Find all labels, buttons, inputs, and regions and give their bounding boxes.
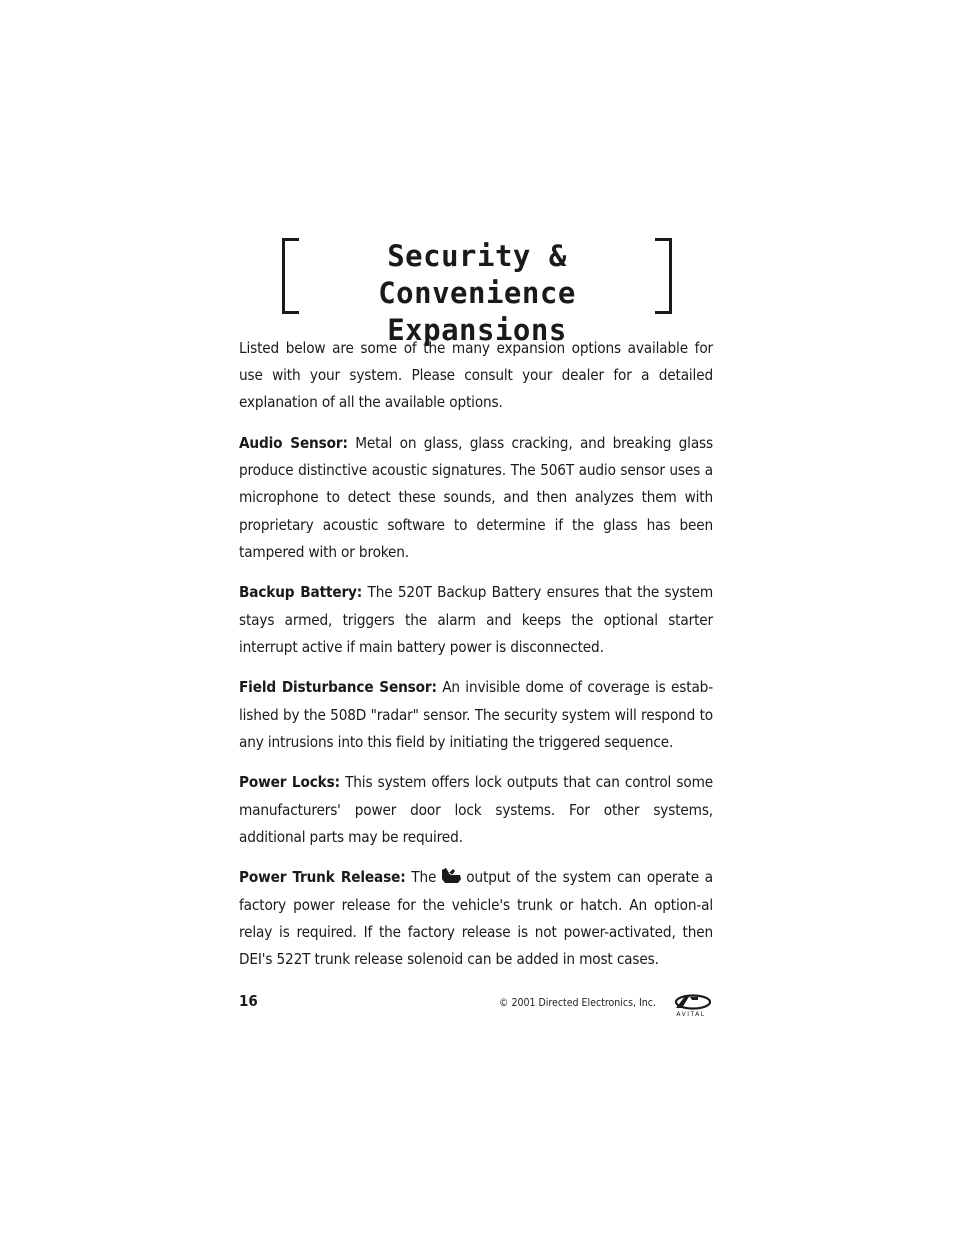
section-text: output of the system can operate a factory power release for the vehicle's trunk or hatch. An option-al relay is required. If the factory release is not power-activated, then DEI's 522T trunk release solenoid can be added in most cases. <box>239 868 713 969</box>
section-backup-battery <box>239 579 713 661</box>
trunk-release-icon <box>440 867 462 885</box>
avital-logo <box>668 993 714 1017</box>
section-power-locks <box>239 769 713 851</box>
title-line-2: Expansions <box>387 313 567 347</box>
page-number: 16 <box>239 992 258 1010</box>
section-text-before-icon: The <box>405 868 437 887</box>
page-title <box>282 238 672 349</box>
svg-text:AVITAL: AVITAL <box>676 1011 706 1017</box>
section-text: Metal on glass, glass cracking, and breaking glass produce distinctive acoustic signatures. The 506T audio sensor uses a microphone to detect these sounds, and then analyzes them with proprietary acoustic software to determine if the glass has been tampered with or broken. <box>239 434 713 561</box>
title-block <box>282 238 672 347</box>
section-field-disturbance-sensor <box>239 674 713 756</box>
section-heading: Backup Battery: <box>239 583 363 602</box>
copyright-notice: © 2001 Directed Electronics, Inc. <box>499 997 656 1009</box>
section-text: An invisible dome of coverage is estab-lished by the 508D "radar" sensor. The security system will respond to any intrusions into this field by initiating the triggered sequence. <box>239 678 713 751</box>
section-audio-sensor <box>239 430 713 566</box>
section-heading: Power Trunk Release: <box>239 868 406 887</box>
section-text: This system offers lock outputs that can control some manufacturers' power door lock systems. For other systems, additional parts may be required. <box>239 773 713 846</box>
section-heading: Audio Sensor: <box>239 434 348 452</box>
title-line-1: Security & Convenience <box>378 239 576 310</box>
section-heading: Power Locks: <box>239 773 340 792</box>
intro-paragraph: Listed below are some of the many expansion options available for use with your system. Please consult your dealer for a detailed explanation of all the available options. <box>239 339 713 412</box>
body-content <box>239 335 713 987</box>
section-heading: Field Disturbance Sensor: <box>239 678 437 697</box>
section-power-trunk-release <box>239 864 713 973</box>
section-text: The 520T Backup Battery ensures that the system stays armed, triggers the alarm and keeps the optional starter interrupt active if main battery power is disconnected. <box>239 583 713 656</box>
